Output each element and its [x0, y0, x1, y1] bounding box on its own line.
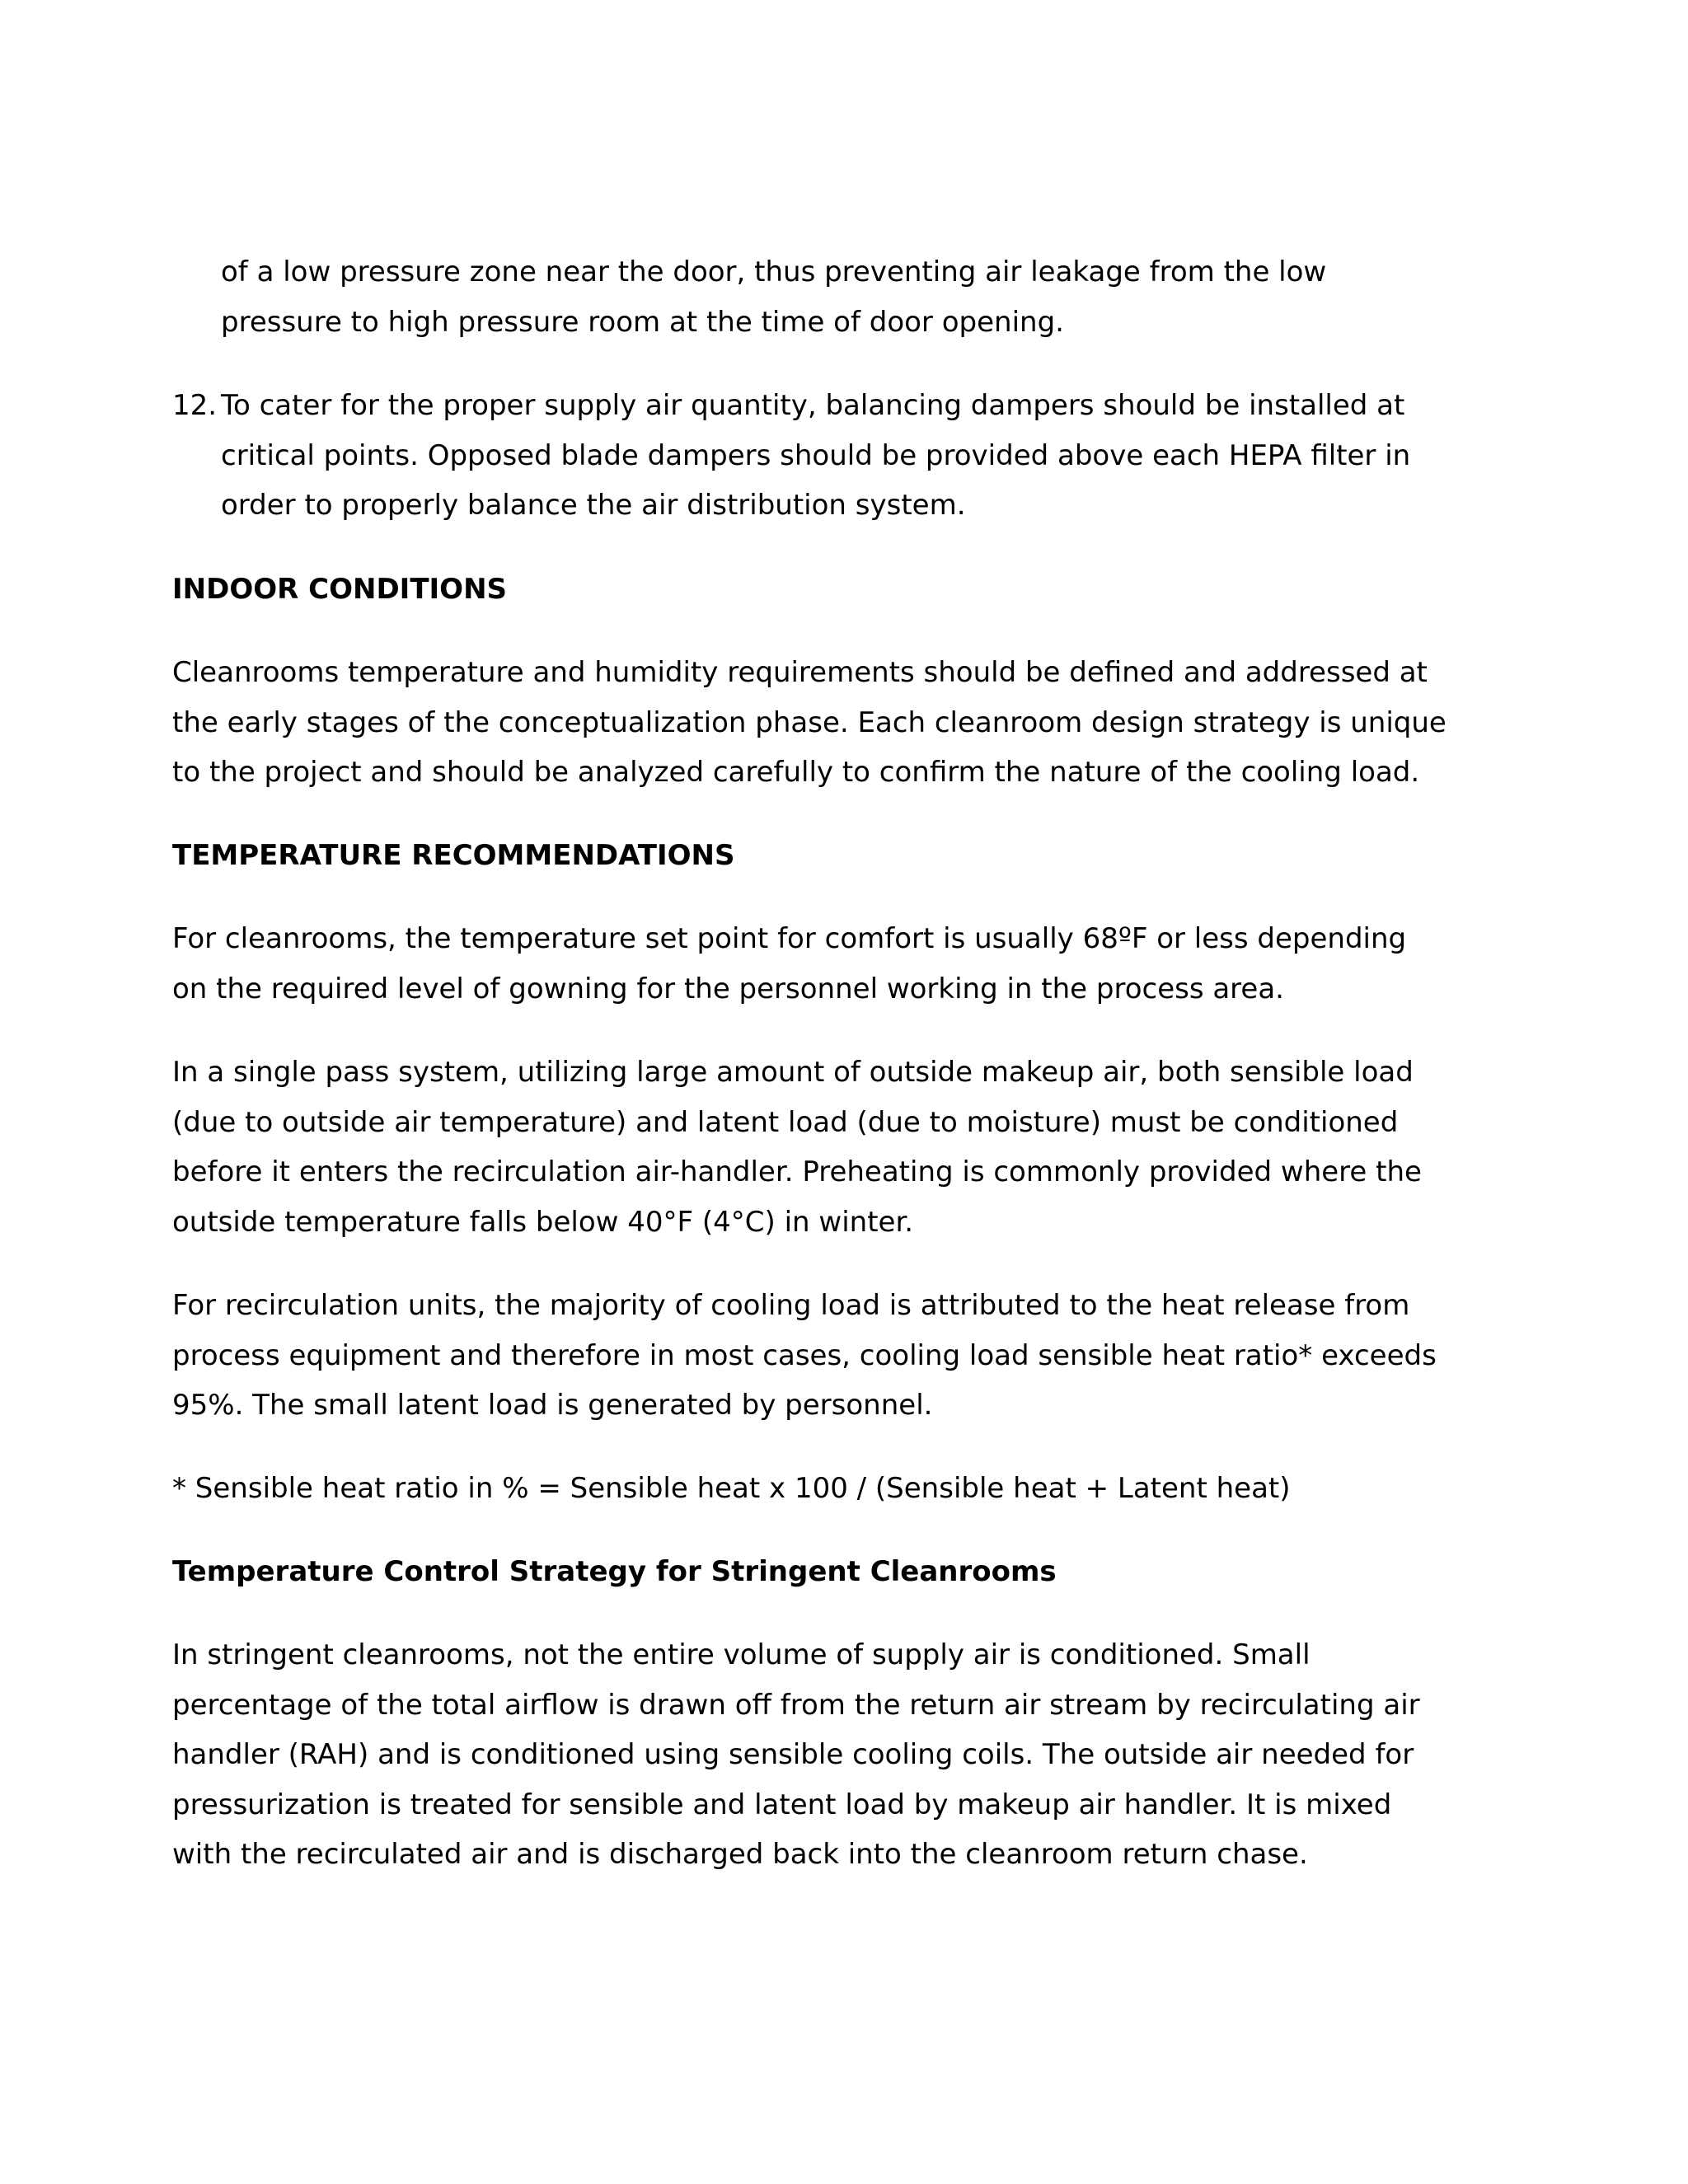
text-line: to the project and should be analyzed carefully to confirm the nature of the cooling load.	[172, 756, 1420, 789]
text-line: 95%. The small latent load is generated by personnel.	[172, 1389, 933, 1422]
text-line: before it enters the recirculation air-handler. Preheating is commonly provided where the	[172, 1155, 1422, 1188]
list-item-paragraph	[221, 381, 1457, 531]
text-line: with the recirculated air and is discharged back into the cleanroom return chase.	[172, 1838, 1308, 1871]
text-line: outside temperature falls below 40°F (4°C) in winter.	[172, 1205, 914, 1239]
text-line: pressure to high pressure room at the time of door opening.	[221, 305, 1064, 339]
text-line: To cater for the proper supply air quantity, balancing dampers should be installed at	[221, 389, 1405, 422]
indoor-paragraph	[172, 648, 1458, 798]
continuation-paragraph	[221, 247, 1457, 347]
strategy-paragraph	[172, 1630, 1458, 1880]
text-line: In a single pass system, utilizing large amount of outside makeup air, both sensible load	[172, 1056, 1414, 1089]
text-line: In stringent cleanrooms, not the entire volume of supply air is conditioned. Small	[172, 1638, 1311, 1671]
text-line: (due to outside air temperature) and latent load (due to moisture) must be conditioned	[172, 1105, 1399, 1139]
text-line: order to properly balance the air distribution system.	[221, 489, 966, 522]
text-line: on the required level of gowning for the personnel working in the process area.	[172, 972, 1284, 1005]
section-heading-indoor: INDOOR CONDITIONS	[172, 573, 508, 606]
list-item-number: 12.	[172, 389, 218, 422]
section-heading-temperature: TEMPERATURE RECOMMENDATIONS	[172, 839, 735, 872]
text-line: handler (RAH) and is conditioned using sensible cooling coils. The outside air needed for	[172, 1738, 1414, 1771]
section-heading-strategy: Temperature Control Strategy for Stringent Cleanrooms	[172, 1555, 1057, 1588]
temperature-paragraph-2	[172, 1047, 1458, 1247]
text-line: critical points. Opposed blade dampers should be provided above each HEPA filter in	[221, 438, 1411, 472]
text-line: pressurization is treated for sensible and latent load by makeup air handler. It is mixed	[172, 1788, 1392, 1821]
text-line: For recirculation units, the majority of cooling load is attributed to the heat release from	[172, 1289, 1410, 1322]
text-line: of a low pressure zone near the door, thus preventing air leakage from the low	[221, 255, 1327, 288]
footnote: * Sensible heat ratio in % = Sensible heat x 100 / (Sensible heat + Latent heat)	[172, 1472, 1291, 1505]
text-line: percentage of the total airflow is drawn off from the return air stream by recirculating air	[172, 1688, 1420, 1722]
temperature-paragraph-1	[172, 914, 1458, 1014]
text-line: the early stages of the conceptualization phase. Each cleanroom design strategy is unique	[172, 705, 1447, 739]
text-line: For cleanrooms, the temperature set point for comfort is usually 68ºF or less depending	[172, 922, 1407, 955]
temperature-paragraph-3	[172, 1281, 1458, 1431]
text-line: process equipment and therefore in most cases, cooling load sensible heat ratio* exceeds	[172, 1338, 1437, 1372]
text-line: Cleanrooms temperature and humidity requirements should be defined and addressed at	[172, 656, 1428, 689]
